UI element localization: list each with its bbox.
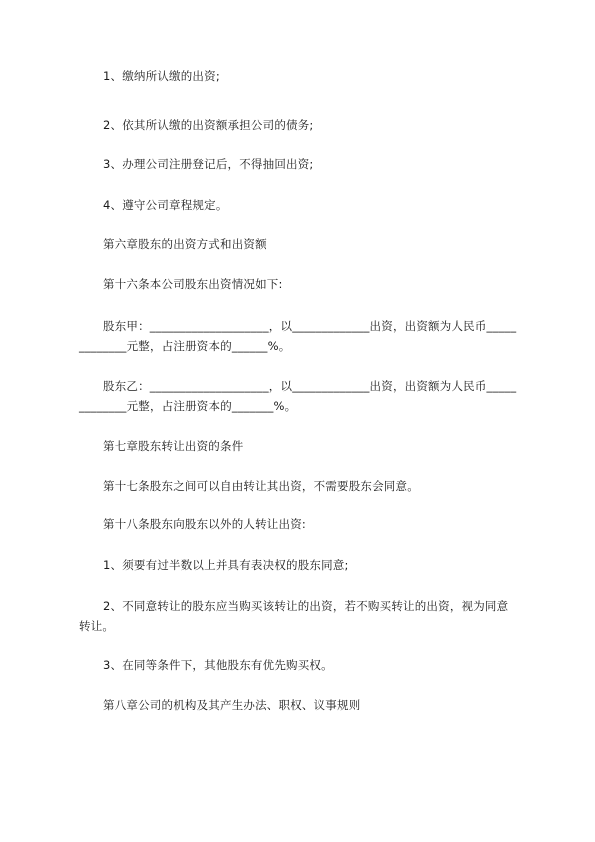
chapter-heading-6: 第六章股东的出资方式和出资额 [103, 237, 267, 251]
article-16: 第十六条本公司股东出资情况如下: [103, 277, 283, 291]
transfer-condition-1: 1、须要有过半数以上并具有表决权的股东同意; [103, 558, 349, 572]
transfer-condition-3: 3、在同等条件下，其他股东有优先购买权。 [103, 658, 333, 672]
paragraph-obligation-4: 4、遵守公司章程规定。 [103, 198, 228, 212]
chapter-heading-7: 第七章股东转让出资的条件 [103, 439, 244, 453]
shareholder-b-clause: 股东乙：____________________，以_____________出资，出资额为人民币_____________元整，占注册资本的_______%。 [79, 379, 517, 413]
transfer-condition-2: 2、不同意转让的股东应当购买该转让的出资，若不购买转让的出资，视为同意转让。 [79, 599, 509, 633]
paragraph-obligation-3: 3、办理公司注册登记后，不得抽回出资; [103, 157, 314, 171]
article-18: 第十八条股东向股东以外的人转让出资: [103, 517, 306, 531]
article-17: 第十七条股东之间可以自由转让其出资，不需要股东会同意。 [103, 479, 419, 493]
paragraph-obligation-1: 1、缴纳所认缴的出资; [103, 69, 220, 83]
shareholder-a-clause: 股东甲：____________________，以_____________出资，出资额为人民币_____________元整，占注册资本的______%。 [79, 319, 517, 353]
paragraph-obligation-2: 2、依其所认缴的出资额承担公司的债务; [103, 118, 314, 132]
chapter-heading-8: 第八章公司的机构及其产生办法、职权、议事规则 [103, 698, 361, 712]
